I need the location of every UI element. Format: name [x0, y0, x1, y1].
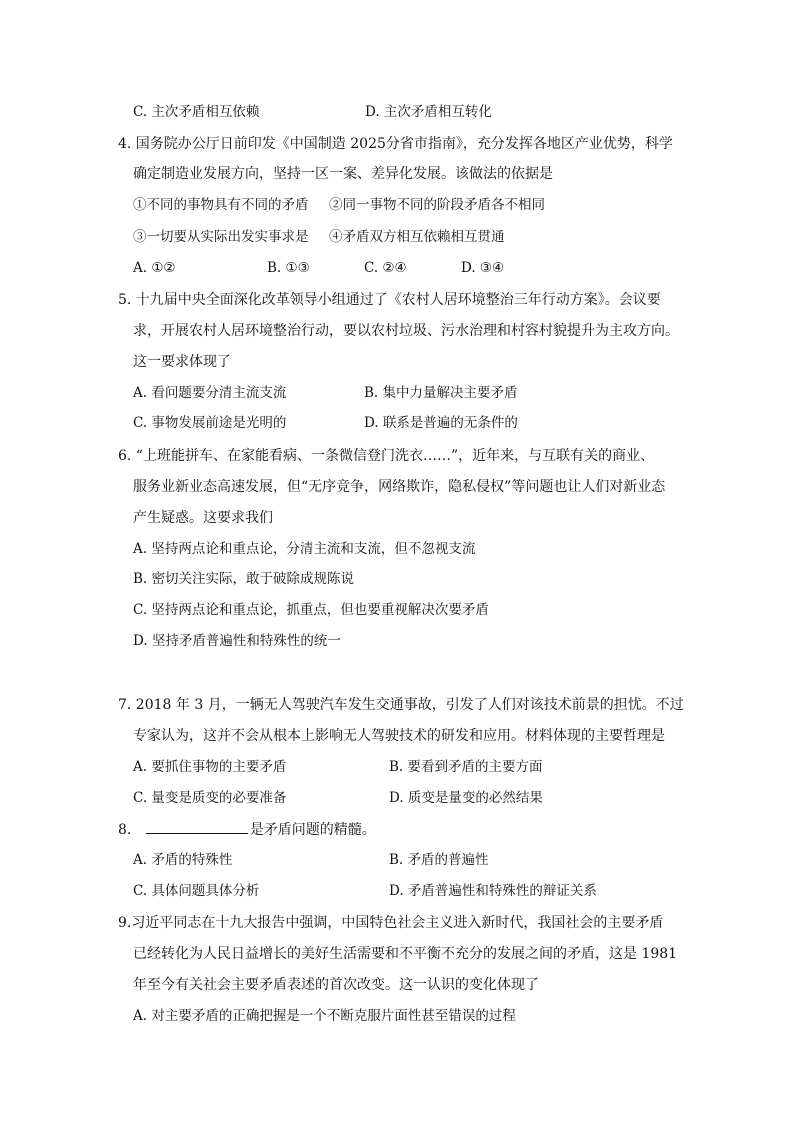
- q4-stem-line-2: 确定制造业发展方向，坚持一区一案、差异化发展。该做法的依据是: [133, 166, 553, 182]
- q4-option-d: D. ③④: [461, 260, 505, 276]
- q6-option-b: B. 密切关注实际，敢于破除成规陈说: [133, 571, 355, 587]
- q6-option-c: C. 坚持两点论和重点论，抓重点，但也要重视解决次要矛盾: [133, 602, 489, 618]
- q6-option-d: D. 坚持矛盾普遍性和特殊性的统一: [133, 633, 341, 649]
- q8-stem-text: 是矛盾问题的精髓。: [249, 822, 376, 838]
- q7-option-c: C. 量变是质变的必要准备: [133, 790, 287, 806]
- q3-option-c: C. 主次矛盾相互依赖: [133, 104, 260, 120]
- q5-option-c: C. 事物发展前途是光明的: [133, 415, 287, 431]
- q6-stem-line-3: 产生疑惑。这要求我们: [133, 510, 273, 526]
- q9-stem-line-3: 年至今有关社会主要矛盾表述的首次改变。这一认识的变化体现了: [133, 977, 539, 993]
- q6-option-a: A. 坚持两点论和重点论，分清主流和支流，但不忽视支流: [133, 541, 476, 557]
- q5-option-b: B. 集中力量解决主要矛盾: [364, 385, 518, 401]
- q7-option-b: B. 要看到矛盾的主要方面: [389, 759, 543, 775]
- q7-option-d: D. 质变是量变的必然结果: [389, 790, 543, 806]
- q9-option-a: A. 对主要矛盾的正确把握是一个不断克服片面性甚至错误的过程: [133, 1008, 516, 1024]
- q5-stem-line-3: 这一要求体现了: [133, 354, 231, 370]
- q5-stem-line-1: 5. 十九届中央全面深化改革领导小组通过了《农村人居环境整治三年行动方案》。会议要: [118, 292, 661, 308]
- q8-option-b: B. 矛盾的普遍性: [389, 852, 489, 868]
- q8-stem: [118, 819, 376, 840]
- q4-stem-line-1: 4. 国务院办公厅日前印发《中国制造 2025分省市指南》，充分发挥各地区产业优势，科学: [118, 136, 673, 152]
- q9-stem-line-1: 9.习近平同志在十九大报告中强调，中国特色社会主义进入新时代，我国社会的主要矛盾: [118, 915, 664, 931]
- q6-stem-line-2: 服务业新业态高速发展，但“无序竞争，网络欺诈，隐私侵权”等问题也让人们对新业态: [133, 479, 666, 495]
- q7-stem-line-2: 专家认为，这并不会从根本上影响无人驾驶技术的研发和应用。材料体现的主要哲理是: [133, 728, 665, 744]
- q8-option-d: D. 矛盾普遍性和特殊性的辩证关系: [389, 883, 597, 899]
- q5-option-d: D. 联系是普遍的无条件的: [364, 415, 518, 431]
- q4-option-b: B. ①③: [267, 260, 310, 276]
- q5-stem-line-2: 求，开展农村人居环境整治行动，要以农村垃圾、污水治理和村容村貌提升为主攻方向。: [133, 323, 679, 339]
- q6-stem-line-1: 6. “上班能拼车、在家能看病、一条微信登门洗衣……”，近年来，与互联有关的商业、: [118, 448, 655, 464]
- q4-item-4: ④矛盾双方相互依赖相互贯通: [329, 229, 505, 245]
- q4-item-1: ①不同的事物具有不同的矛盾: [133, 197, 309, 213]
- q9-stem-line-2: 已经转化为人民日益增长的美好生活需要和不平衡不充分的发展之间的矛盾，这是 1981: [133, 946, 678, 962]
- q7-stem-line-1: 7. 2018 年 3 月，一辆无人驾驶汽车发生交通事故，引发了人们对该技术前景的担忧。不过: [118, 697, 684, 713]
- q4-item-3: ③一切要从实际出发实事求是: [133, 229, 309, 245]
- q8-number: 8.: [118, 822, 132, 838]
- q3-option-d: D. 主次矛盾相互转化: [365, 104, 492, 120]
- q4-item-2: ②同一事物不同的阶段矛盾各不相同: [329, 197, 545, 213]
- q8-option-a: A. 矛盾的特殊性: [133, 852, 233, 868]
- q4-option-c: C. ②④: [364, 260, 407, 276]
- q5-option-a: A. 看问题要分清主流支流: [133, 385, 287, 401]
- q4-option-a: A. ①②: [133, 260, 176, 276]
- q7-option-a: A. 要抓住事物的主要矛盾: [133, 759, 287, 775]
- q8-option-c: C. 具体问题具体分析: [133, 883, 260, 899]
- answer-blank: [146, 819, 248, 834]
